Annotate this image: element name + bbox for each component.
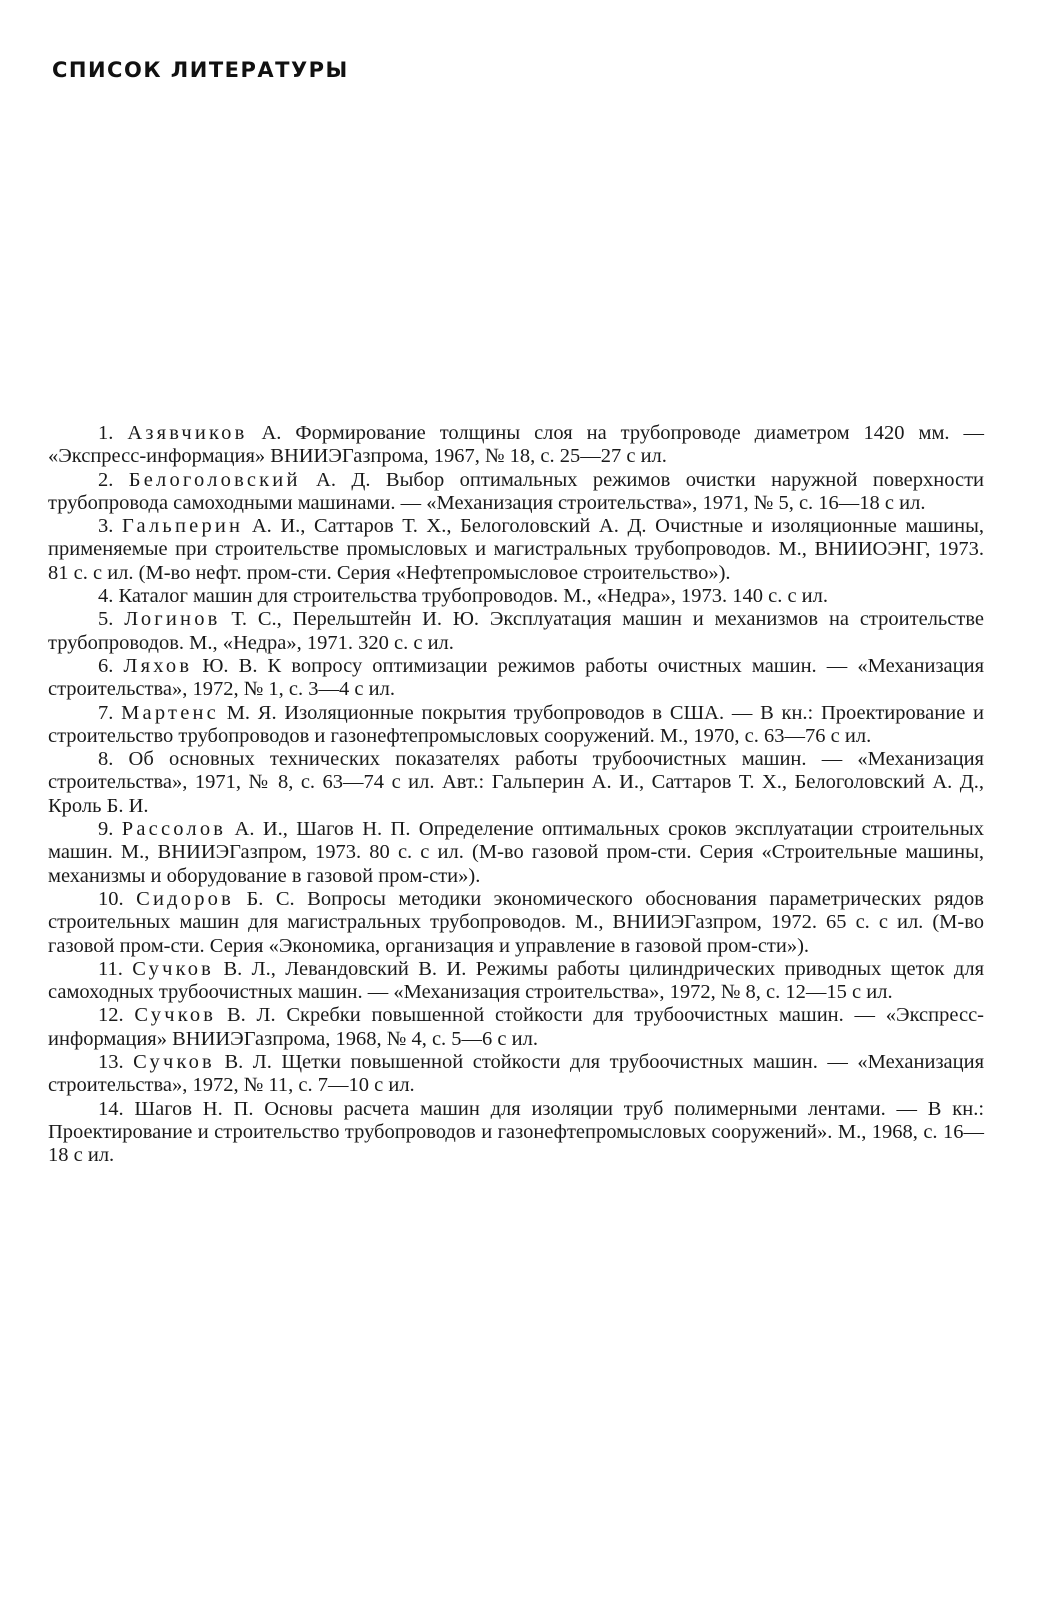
reference-text: А. И., Саттаров Т. Х., Белоголовский А. Д. Очистные и изоляционные машины, применяемые при строительстве промысловых и магистральных трубопроводов. М., ВНИИОЭНГ, 1973. 81 с. с ил. (М-во нефт. пром-сти. Серия «Нефтепромысловое строительство»).	[48, 515, 985, 584]
reference-text: В. Л. Скребки повышенной стойкости для трубоочистных машин. — «Экспресс-информация» ВНИИЭГазпрома, 1968, № 4, с. 5—6 с ил.	[48, 1004, 984, 1050]
reference-item	[48, 608, 984, 655]
reference-author: Сучков	[132, 957, 215, 980]
reference-number: 12.	[98, 1004, 124, 1027]
reference-number: 13.	[98, 1051, 124, 1074]
reference-author: Сучков	[133, 1051, 215, 1074]
reference-text: Об основных технических показателях работы трубоочистных машин. — «Механизация строительства», 1971, № 8, с. 63—74 с ил. Авт.: Гальперин А. И., Саттаров Т. Х., Белоголовский А. Д., Кроль Б. И.	[48, 748, 984, 817]
page-heading: СПИСОК ЛИТЕРАТУРЫ	[52, 58, 349, 82]
reference-item	[48, 818, 984, 888]
reference-number: 9.	[98, 818, 114, 841]
reference-number: 6.	[98, 654, 114, 677]
reference-author: Гальперин	[121, 515, 244, 538]
reference-item	[48, 748, 984, 818]
reference-number: 7.	[98, 701, 114, 724]
reference-item	[48, 958, 984, 1005]
reference-text: М. Я. Изоляционные покрытия трубопроводов в США. — В кн.: Проектирование и строительство трубопроводов и газонефтепромысловых сооружений. М., 1970, с. 63—76 с ил.	[48, 701, 985, 747]
reference-author: Мартенс	[121, 701, 219, 724]
reference-item	[48, 515, 984, 585]
reference-author: Рассолов	[121, 818, 227, 841]
reference-item	[48, 655, 984, 702]
reference-item	[48, 469, 984, 516]
reference-author: Азявчиков	[127, 422, 248, 444]
reference-text: Б. С. Вопросы методики экономического обоснования параметрических рядов строительных машин для магистральных трубопроводов. М., ВНИИЭГазпром, 1972. 65 с. с ил. (М-во газовой пром-сти. Серия «Экономика, организация и управление в газовой пром-сти»).	[48, 887, 984, 957]
reference-author: Сучков	[134, 1004, 217, 1027]
reference-author: Ляхов	[123, 654, 193, 677]
reference-text: Шагов Н. П. Основы расчета машин для изоляции труб полимерными лентами. — В кн.: Проектирование и строительство трубопроводов и газонефтепромысловых сооружений». М., 1968, с. 16—18 с ил.	[48, 1097, 985, 1167]
reference-text: А. Д. Выбор оптимальных режимов очистки наружной поверхности трубопровода самоходными машинами. — «Механизация строительства», 1971, № 5, с. 16—18 с ил.	[48, 468, 984, 514]
reference-text: А. И., Шагов Н. П. Определение оптимальных сроков эксплуатации строительных машин. М., ВНИИЭГазпром, 1973. 80 с. с ил. (М-во газовой пром-сти. Серия «Строительные машины, механизмы и оборудование в газовой пром-сти»).	[48, 818, 985, 887]
reference-text: В. Л., Левандовский В. И. Режимы работы цилиндрических приводных щеток для самоходных трубоочистных машин. — «Механизация строительства», 1972, № 8, с. 12—15 с ил.	[48, 957, 984, 1004]
reference-text: А. Формирование толщины слоя на трубопроводе диаметром 1420 мм. — «Экспресс-информация» ВНИИЭГазпрома, 1967, № 18, с. 25—27 с ил.	[48, 422, 985, 468]
reference-number: 8.	[98, 748, 114, 771]
reference-text: В. Л. Щетки повышенной стойкости для трубоочистных машин. — «Механизация строительства», 1972, № 11, с. 7—10 с ил.	[48, 1051, 985, 1097]
reference-number: 14.	[98, 1097, 124, 1120]
reference-item	[48, 585, 984, 608]
reference-number: 3.	[98, 515, 114, 538]
reference-number: 10.	[98, 887, 124, 910]
reference-item	[48, 1098, 984, 1168]
reference-number: 11.	[98, 957, 123, 980]
reference-number: 1.	[98, 422, 114, 444]
reference-text: Каталог машин для строительства трубопроводов. М., «Недра», 1973. 140 с. с ил.	[118, 585, 828, 608]
reference-item	[48, 702, 984, 749]
reference-text: Т. С., Перельштейн И. Ю. Эксплуатация машин и механизмов на строительстве трубопроводов. М., «Недра», 1971. 320 с. с ил.	[48, 608, 985, 654]
reference-item	[48, 888, 984, 958]
reference-list	[48, 422, 984, 1168]
reference-text: Ю. В. К вопросу оптимизации режимов работы очистных машин. — «Механизация строительства», 1972, № 1, с. 3—4 с ил.	[48, 654, 985, 701]
reference-item	[48, 1004, 984, 1051]
reference-author: Сидоров	[136, 887, 235, 910]
reference-number: 4.	[98, 585, 114, 608]
reference-number: 5.	[98, 608, 114, 631]
reference-author: Белоголовский	[128, 468, 301, 491]
reference-item	[48, 1051, 984, 1098]
reference-author: Логинов	[124, 608, 221, 631]
reference-number: 2.	[98, 468, 114, 491]
reference-item	[48, 422, 984, 469]
